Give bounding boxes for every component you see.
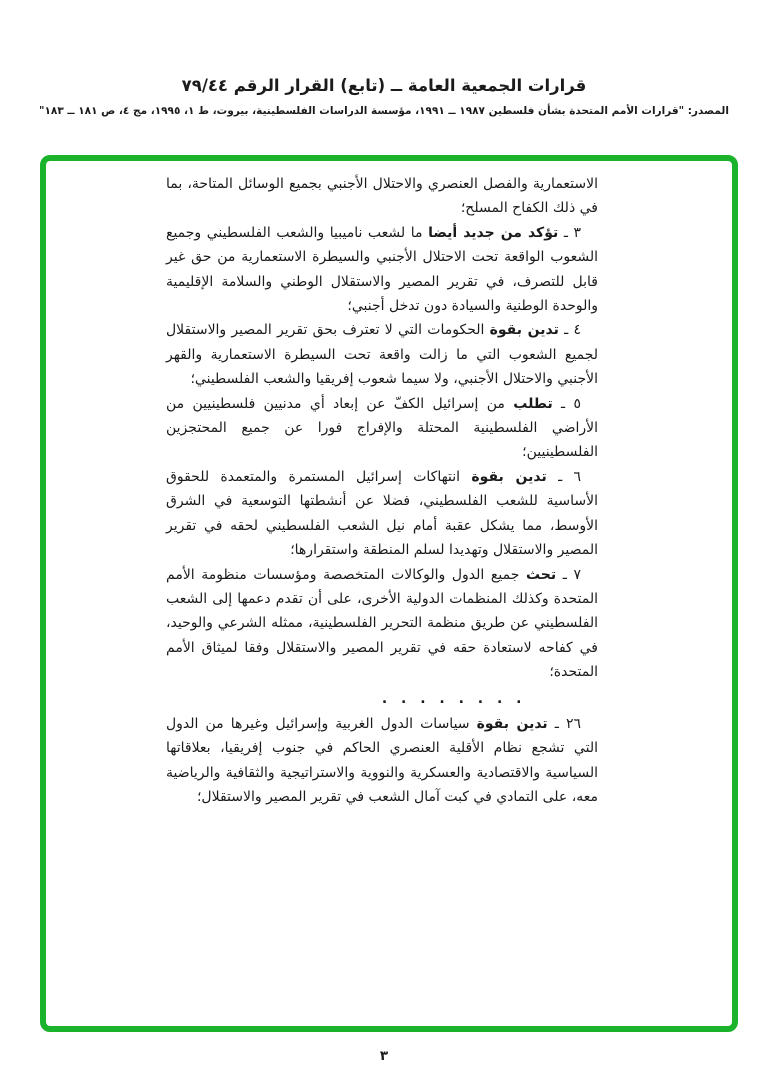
paragraph-number: ٧ ـ xyxy=(562,566,581,583)
paragraph-text: جميع الدول والوكالات المتخصصة ومؤسسات منظومة الأمم المتحدة وكذلك المنظمات الدولية الأخرى، على أن تقدم دعمها إلى الشعب الفلسطيني عن طريق منظمة التحرير الفلسطينية، ممثله الشرعي والوحيد، في كفاحه لاستعادة حقه في تقرير المصير والاستقلال وفقا لميثاق الأمم المتحدة؛ xyxy=(166,566,598,681)
paragraph-3 xyxy=(166,221,598,319)
paragraph-number: ٢٦ ـ xyxy=(554,715,581,732)
page-title: قرارات الجمعية العامة ــ (تابع) القرار الرقم ٧٩/٤٤ xyxy=(181,76,587,95)
paragraph-number: ٣ ـ xyxy=(563,224,582,241)
paragraph-number: ٦ ـ xyxy=(558,468,582,485)
paragraph-text: انتهاكات إسرائيل المستمرة والمتعمدة للحقوق الأساسية للشعب الفلسطيني، فضلا عن أنشطتها التوسعية في الشرق الأوسط، مما يشكل عقبة أمام نيل الشعب الفلسطيني لحقه في تقرير المصير والاستقلال وتهديدا لسلم المنطقة واستقرارها؛ xyxy=(166,468,598,559)
operative-lead: تدين بقوة xyxy=(471,468,547,485)
paragraph-text: الاستعمارية والفصل العنصري والاحتلال الأجنبي بجميع الوسائل المتاحة، بما في ذلك الكفاح المسلح؛ xyxy=(166,176,598,217)
paragraph-text: سياسات الدول الغربية وإسرائيل وغيرها من الدول التي تشجع نظام الأقلية العنصري الحاكم في جنوب إفريقيا، بعلاقاتها السياسية والاقتصادية والعسكرية والنووية والاستراتيجية والثقافية والرياضية معه، على التمادي في كبت آمال الشعب في تقرير المصير والاستقلال؛ xyxy=(166,715,598,806)
source-citation: المصدر: "قرارات الأمم المتحدة بشأن فلسطين ١٩٨٧ ــ ١٩٩١، مؤسسة الدراسات الفلسطينية، بيروت، ط ١، ١٩٩٥، مج ٤، ص ١٨١ ــ ١٨٣" xyxy=(39,105,729,117)
paragraph-6 xyxy=(166,465,598,563)
page-number: ٣ xyxy=(379,1048,389,1064)
paragraph-number: ٤ ـ xyxy=(564,322,582,339)
paragraph-text: من إسرائيل الكفّ عن إبعاد أي مدنيين فلسطينيين من الأراضي الفلسطينية المحتلة والإفراج فورا عن جميع المحتجزين الفلسطينيين؛ xyxy=(166,395,598,461)
paragraph-26 xyxy=(166,712,598,810)
operative-lead: تدين بقوة xyxy=(476,715,548,732)
paragraph-4 xyxy=(166,318,598,391)
paragraph-text: الحكومات التي لا تعترف بحق تقرير المصير والاستقلال لجميع الشعوب التي ما زالت واقعة تحت السيطرة الاستعمارية والقهر الأجنبي والاحتلال الأجنبي، ولا سيما شعوب إفريقيا والشعب الفلسطيني؛ xyxy=(166,322,598,388)
resolution-text-column xyxy=(166,172,598,810)
operative-lead: تدين بقوة xyxy=(489,322,559,339)
operative-lead: تطلب xyxy=(513,395,553,412)
paragraph-7 xyxy=(166,563,598,685)
ellipsis-separator: . . . . . . . . xyxy=(381,690,526,707)
paragraph-number: ٥ ـ xyxy=(561,395,582,412)
paragraph-continuation xyxy=(166,172,598,221)
paragraph-text: ما لشعب ناميبيا والشعب الفلسطيني وجميع الشعوب الواقعة تحت الاحتلال الأجنبي والسيطرة الاستعمارية من حق غير قابل للتصرف، في تقرير المصير والاستقلال الوطني والسلامة الإقليمية والوحدة الوطنية والسيادة دون تدخل أجنبي؛ xyxy=(166,224,598,315)
operative-lead: تؤكد من جديد أيضا xyxy=(428,224,559,241)
operative-lead: تحث xyxy=(525,566,557,583)
paragraph-5 xyxy=(166,392,598,465)
